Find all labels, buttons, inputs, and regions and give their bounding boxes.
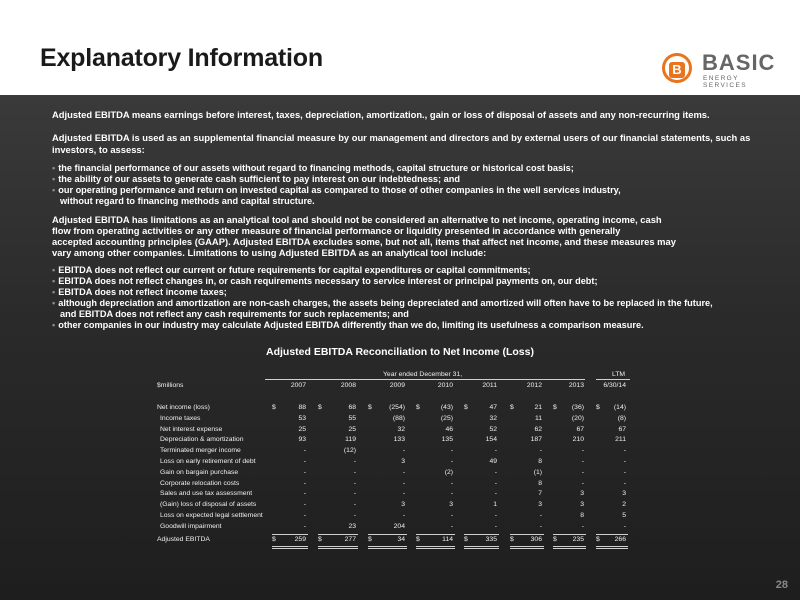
bullet-icon: • [52, 185, 56, 195]
table-cell: 88 [298, 404, 306, 411]
header-rule [265, 379, 585, 380]
table-row-label: Loss on early retirement of debt [160, 458, 256, 465]
table-cell: 23 [348, 522, 356, 530]
company-logo [662, 50, 776, 90]
table-cell: 32 [489, 414, 497, 422]
total-double-rule [510, 548, 544, 549]
table-cell: 93 [298, 436, 306, 444]
table-column-header: 2010 [437, 382, 453, 389]
table-cell: - [494, 522, 497, 530]
table-cell: - [303, 501, 306, 509]
table-cell: 67 [618, 425, 626, 433]
table-cell: 8 [538, 458, 542, 465]
table-column-header: 2012 [526, 382, 542, 389]
currency-symbol: $ [596, 404, 600, 411]
currency-symbol: $ [368, 535, 372, 543]
total-double-rule [596, 548, 628, 549]
bullet-icon: • [52, 265, 56, 275]
table-cell: (88) [392, 414, 405, 422]
subtotal-rule [416, 534, 455, 535]
table-cell: - [303, 458, 306, 465]
total-double-rule [553, 546, 586, 547]
bullet-icon: • [52, 298, 56, 308]
table-cell: - [623, 479, 626, 487]
total-double-rule [368, 548, 407, 549]
bullet-icon: • [52, 276, 56, 286]
currency-symbol: $ [272, 535, 276, 543]
table-cell: (2) [444, 468, 453, 476]
table-cell: - [581, 468, 584, 476]
list-item-continuation: without regard to financing methods and capital structure. [60, 196, 315, 206]
table-cell: 25 [298, 425, 306, 433]
table-column-header: 2008 [340, 382, 356, 389]
table-cell: 210 [572, 436, 584, 444]
table-cell: 2 [622, 501, 626, 509]
logo-circle-icon [662, 53, 692, 83]
list-item-text: our operating performance and return on invested capital as compared to those of other companies in the well services industry, [58, 185, 621, 195]
table-cell: 3 [401, 501, 405, 509]
table-cell: (1) [533, 468, 542, 476]
bullet-icon: • [52, 163, 56, 173]
paragraph-limitations-line-4: vary among other companies. Limitations to using Adjusted EBITDA as an analytical tool include: [52, 247, 487, 258]
table-cell: - [303, 479, 306, 487]
total-double-rule [464, 546, 499, 547]
table-cell: - [581, 458, 584, 465]
paragraph-usage-line-1: Adjusted EBITDA is used as an supplemental financial measure by our management and directors and by external users of our financial statements, such as [52, 132, 751, 143]
bullet-icon: • [52, 174, 56, 184]
table-cell: (25) [440, 414, 453, 422]
table-cell: 3 [538, 501, 542, 509]
total-double-rule [416, 548, 455, 549]
table-cell: - [353, 512, 356, 519]
currency-symbol: $ [596, 535, 600, 543]
table-row-label: Income taxes [160, 414, 201, 422]
table-cell: - [539, 522, 542, 530]
page-number: 28 [775, 579, 788, 591]
paragraph-limitations-line-3: accepted accounting principles (GAAP). Adjusted EBITDA excludes some, but not all, items that affect net income, and these measures may [52, 236, 676, 247]
table-cell: 21 [534, 404, 542, 411]
table-cell: - [450, 479, 453, 487]
table-row-label: Net interest expense [160, 425, 223, 433]
content-panel [0, 95, 800, 600]
table-cell: - [450, 522, 453, 530]
logo-wordmark: BASIC [702, 50, 776, 75]
list-item-text: other companies in our industry may calculate Adjusted EBITDA differently than we do, limiting its usefulness a comparison measure. [58, 320, 644, 330]
table-row-label: Loss on expected legal settlement [160, 512, 263, 519]
list-item-text: although depreciation and amortization are non-cash charges, the assets being depreciated and amortized will often have to be replaced in the future, [58, 298, 713, 308]
table-cell: 3 [622, 490, 626, 498]
subtotal-rule [596, 534, 628, 535]
bullet-icon: • [52, 320, 56, 330]
table-cell: 68 [348, 404, 356, 411]
table-cell: - [623, 458, 626, 465]
table-cell: 11 [534, 414, 542, 422]
currency-symbol: $ [416, 535, 420, 543]
header-rule [596, 379, 630, 380]
table-cell: - [402, 490, 405, 498]
currency-symbol: $ [318, 535, 322, 543]
table-cell: 154 [485, 436, 497, 444]
table-cell: (12) [343, 447, 356, 455]
table-cell: 133 [393, 436, 405, 444]
table-total-cell: 114 [442, 535, 453, 543]
currency-symbol: $ [464, 535, 468, 543]
total-double-rule [272, 546, 308, 547]
table-cell: - [581, 447, 584, 455]
table-row-label: Depreciation & amortization [160, 436, 244, 444]
table-cell: 8 [538, 479, 542, 487]
paragraph-usage-line-2: investors, to assess: [52, 144, 145, 155]
table-total-cell: 335 [485, 535, 497, 543]
currency-symbol: $ [464, 404, 468, 411]
table-cell: - [450, 447, 453, 455]
table-cell: 3 [580, 501, 584, 509]
table-unit-label: $millions [157, 382, 184, 389]
table-title: Adjusted EBITDA Reconciliation to Net Income (Loss) [266, 346, 534, 358]
reconciliation-table [0, 95, 800, 600]
table-column-header: 2007 [290, 382, 306, 389]
table-cell: - [303, 512, 306, 519]
table-cell: 119 [345, 436, 356, 444]
paragraph-limitations-line-2: flow from operating activities or any other measure of financial performance or liquidity presented in accordance with generally [52, 225, 621, 236]
table-cell: (43) [440, 404, 453, 411]
table-cell: - [494, 490, 497, 498]
total-double-rule [272, 548, 308, 549]
table-cell: - [494, 512, 497, 519]
table-cell: - [402, 512, 405, 519]
table-cell: - [623, 447, 626, 455]
table-cell: - [303, 447, 306, 455]
currency-symbol: $ [553, 404, 557, 411]
table-cell: 5 [622, 512, 626, 519]
table-cell: 52 [489, 425, 497, 433]
table-cell: - [494, 479, 497, 487]
table-total-cell: 259 [294, 535, 306, 543]
table-cell: 25 [348, 425, 356, 433]
header [0, 0, 800, 95]
list-item-continuation: and EBITDA does not reflect any cash requirements for such replacements; and [60, 309, 409, 319]
table-total-label: Adjusted EBITDA [157, 535, 210, 543]
table-cell: - [402, 447, 405, 455]
currency-symbol: $ [510, 404, 514, 411]
table-column-header: 2013 [568, 382, 584, 389]
table-cell: 135 [441, 436, 453, 444]
page-title: Explanatory Information [40, 44, 323, 72]
total-double-rule [596, 546, 628, 547]
table-cell: - [450, 512, 453, 519]
table-cell: (36) [571, 404, 584, 411]
table-cell: 67 [576, 425, 584, 433]
table-row-label: Corporate relocation costs [160, 479, 240, 487]
table-group-header: Year ended December 31, [383, 371, 463, 378]
table-row-label: Net income (loss) [157, 404, 210, 411]
currency-symbol: $ [272, 404, 276, 411]
table-row-label: Sales and use tax assessment [160, 490, 253, 498]
subtotal-rule [272, 534, 308, 535]
table-total-cell: 277 [344, 535, 356, 543]
table-cell: 53 [298, 414, 306, 422]
list-item-text: EBITDA does not reflect our current or future requirements for capital expenditures or capital commitments; [58, 265, 531, 275]
table-cell: 1 [493, 501, 497, 509]
table-column-header: 2011 [482, 382, 497, 389]
table-cell: - [353, 501, 356, 509]
table-cell: - [303, 490, 306, 498]
table-cell: 204 [393, 522, 405, 530]
currency-symbol: $ [416, 404, 420, 411]
total-double-rule [464, 548, 499, 549]
table-cell: (254) [389, 404, 405, 411]
table-total-cell: 34 [397, 535, 405, 543]
table-cell: - [623, 522, 626, 530]
table-cell: 8 [580, 512, 584, 519]
table-cell: - [353, 458, 356, 465]
list-item-text: the ability of our assets to generate cash sufficient to pay interest on our indebtedness; and [58, 174, 460, 184]
paragraph-limitations-line-1: Adjusted EBITDA has limitations as an analytical tool and should not be considered an alternative to net income, operating income, cash [52, 214, 662, 225]
table-cell: (14) [613, 404, 626, 411]
table-cell: 46 [445, 425, 453, 433]
table-cell: - [623, 468, 626, 476]
table-row-label: Terminated merger income [160, 447, 241, 455]
subtotal-rule [553, 534, 586, 535]
subtotal-rule [318, 534, 358, 535]
table-ltm-header: LTM [612, 371, 626, 378]
bullet-icon: • [52, 287, 56, 297]
table-cell: - [402, 468, 405, 476]
table-column-header: 6/30/14 [603, 382, 626, 389]
total-double-rule [416, 546, 455, 547]
paragraph-definition: Adjusted EBITDA means earnings before interest, taxes, depreciation, amortization., gain or loss of disposal of assets and any non-recurring items. [52, 109, 710, 120]
table-row-label: (Gain) loss of disposal of assets [160, 501, 257, 509]
table-cell: - [539, 447, 542, 455]
table-cell: 3 [449, 501, 453, 509]
list-item-text: EBITDA does not reflect changes in, or cash requirements necessary to service interest or principal payments on, our debt; [58, 276, 598, 286]
table-cell: 32 [397, 425, 405, 433]
table-cell: 49 [489, 458, 497, 465]
total-double-rule [318, 546, 358, 547]
list-item-text: EBITDA does not reflect income taxes; [58, 287, 227, 297]
subtotal-rule [368, 534, 407, 535]
table-column-header: 2009 [389, 382, 405, 389]
table-cell: 3 [580, 490, 584, 498]
table-cell: 55 [348, 414, 356, 422]
currency-symbol: $ [510, 535, 514, 543]
table-cell: 62 [534, 425, 542, 433]
total-double-rule [368, 546, 407, 547]
subtotal-rule [510, 534, 544, 535]
table-cell: 3 [401, 458, 405, 465]
table-total-cell: 266 [614, 535, 626, 543]
logo-letter: B [669, 62, 685, 78]
table-cell: - [494, 447, 497, 455]
table-cell: - [539, 512, 542, 519]
currency-symbol: $ [318, 404, 322, 411]
table-total-cell: 306 [530, 535, 542, 543]
table-cell: (20) [571, 414, 584, 422]
table-cell: - [581, 522, 584, 530]
currency-symbol: $ [553, 535, 557, 543]
table-cell: - [402, 479, 405, 487]
table-cell: - [353, 490, 356, 498]
table-cell: 187 [530, 436, 542, 444]
logo-subtitle: ENERGY SERVICES [703, 75, 747, 89]
total-double-rule [510, 546, 544, 547]
total-double-rule [553, 548, 586, 549]
subtotal-rule [464, 534, 499, 535]
table-row-label: Goodwill impairment [160, 522, 222, 530]
table-cell: - [353, 468, 356, 476]
table-cell: 7 [538, 490, 542, 498]
table-cell: - [303, 468, 306, 476]
table-cell: (8) [617, 414, 626, 422]
total-double-rule [318, 548, 358, 549]
table-total-cell: 235 [572, 535, 584, 543]
list-item-text: the financial performance of our assets without regard to financing methods, capital structure or historical cost basis; [58, 163, 574, 173]
table-cell: - [450, 490, 453, 498]
table-cell: 211 [615, 436, 626, 444]
table-cell: - [303, 522, 306, 530]
table-cell: - [494, 468, 497, 476]
table-cell: - [581, 479, 584, 487]
currency-symbol: $ [368, 404, 372, 411]
table-cell: - [450, 458, 453, 465]
table-cell: - [353, 479, 356, 487]
table-row-label: Gain on bargain purchase [160, 468, 239, 476]
table-cell: 47 [489, 404, 497, 411]
